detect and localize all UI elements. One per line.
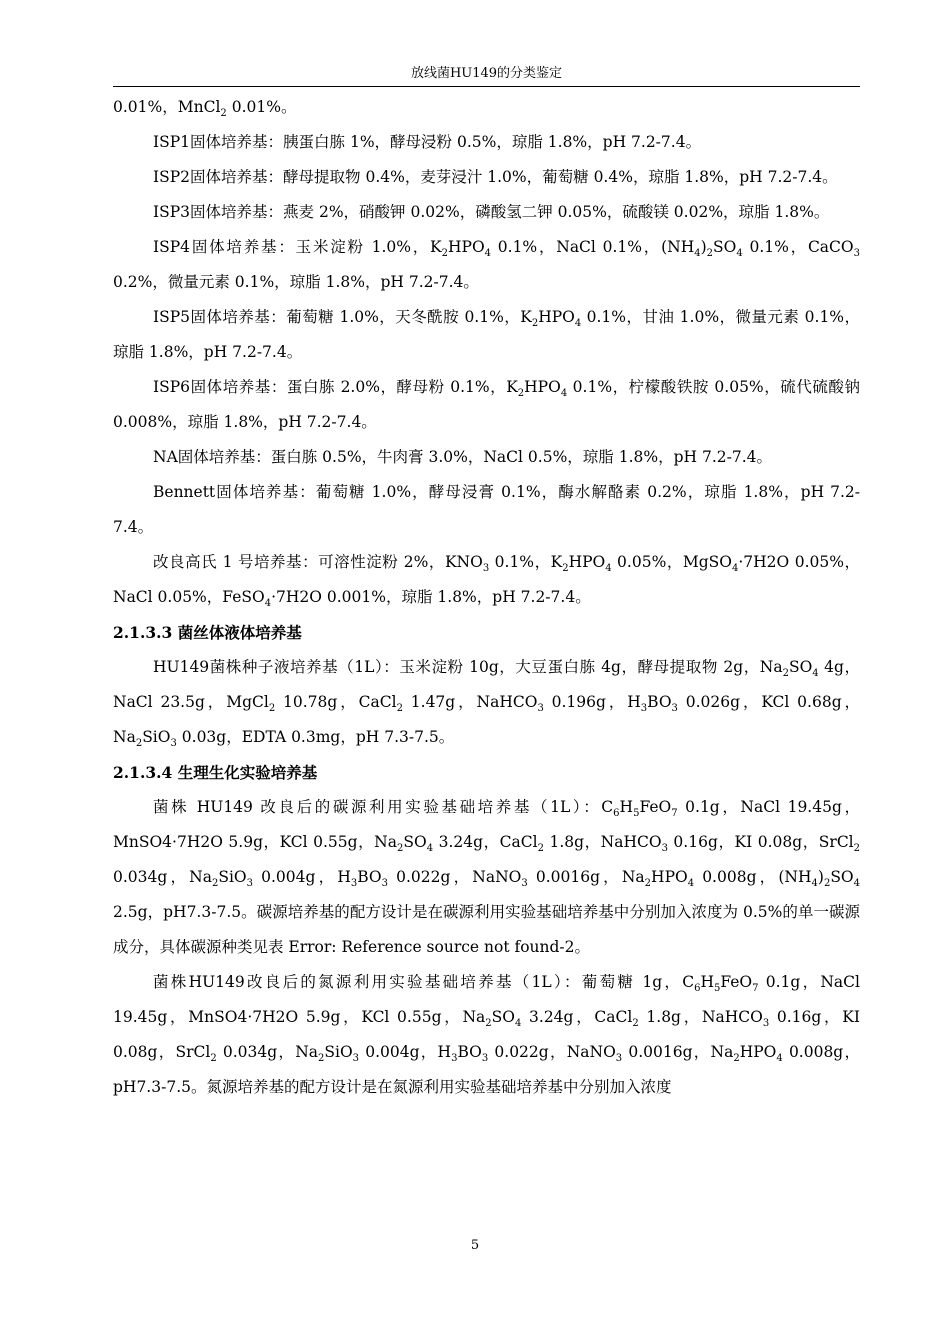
text-run: 0.026g，KCl 0.68g，Na bbox=[113, 693, 861, 746]
subscript: 2 bbox=[268, 703, 276, 715]
text-run: 2.5g，pH7.3-7.5。碳源培养基的配方设计是在碳源利用实验基础培养基中分别加入浓度为 0.5%的单一碳源成分，具体碳源种类见表 Error: Reference source not found-2。 bbox=[113, 903, 860, 956]
text-run: BO bbox=[457, 1043, 482, 1061]
subscript: 2 bbox=[135, 738, 143, 750]
subscript: 3 bbox=[537, 703, 544, 715]
text-run: ·7H2O 0.001%，琼脂 1.8%，pH 7.2-7.4。 bbox=[271, 588, 591, 606]
text-run: NA固体培养基：蛋白胨 0.5%，牛肉膏 3.0%，NaCl 0.5%，琼脂 1.8%，pH 7.2-7.4。 bbox=[153, 448, 773, 466]
paragraph bbox=[113, 370, 860, 440]
subscript: 2 bbox=[853, 843, 861, 855]
subscript: 4 bbox=[264, 598, 272, 610]
text-run: 0.1g，NaCl 19.45g，MnSO4·7H2O 5.9g，KCl 0.55g，Na bbox=[113, 798, 860, 851]
subscript: 4 bbox=[484, 248, 492, 260]
subscript: 3 bbox=[451, 1053, 458, 1065]
section-heading bbox=[113, 615, 860, 650]
text-run: HPO bbox=[651, 868, 688, 886]
paragraph bbox=[113, 475, 860, 545]
subscript: 4 bbox=[687, 878, 695, 890]
subscript: 4 bbox=[853, 878, 861, 890]
subscript: 2 bbox=[396, 703, 403, 715]
subscript: 2 bbox=[733, 1053, 740, 1065]
subscript: 4 bbox=[776, 1053, 783, 1065]
subscript: 2 bbox=[706, 248, 714, 260]
paragraph bbox=[113, 125, 860, 160]
subscript: 4 bbox=[574, 318, 582, 330]
subscript: 2 bbox=[517, 388, 525, 400]
text-run: ISP6固体培养基：蛋白胨 2.0%，酵母粉 0.1%，K bbox=[153, 378, 518, 396]
subscript: 2 bbox=[782, 668, 789, 680]
text-run: SiO bbox=[324, 1043, 353, 1061]
paragraph bbox=[113, 965, 860, 1105]
subscript: 4 bbox=[811, 878, 818, 890]
subscript: 3 bbox=[381, 878, 388, 890]
subscript: 2 bbox=[531, 318, 539, 330]
text-run: 0.008g，pH7.3-7.5。氮源培养基的配方设计是在氮源利用实验基础培养基中分别加入浓度 bbox=[113, 1043, 860, 1096]
text-run: 0.01%。 bbox=[226, 98, 297, 116]
subscript: 4 bbox=[694, 248, 701, 260]
text-run: 2.1.3.3 菌丝体液体培养基 bbox=[113, 623, 302, 642]
text-run: 1.8g，NaHCO bbox=[543, 833, 662, 851]
paragraph bbox=[113, 160, 860, 195]
text-run: 0.05%，MgSO bbox=[611, 553, 732, 571]
text-run: 10.78g，CaCl bbox=[275, 693, 397, 711]
text-run: 0.034g，Na bbox=[216, 1043, 318, 1061]
text-run: HPO bbox=[448, 238, 485, 256]
subscript: 2 bbox=[318, 1053, 325, 1065]
subscript: 2 bbox=[823, 878, 831, 890]
subscript: 3 bbox=[350, 878, 358, 890]
subscript: 4 bbox=[560, 388, 568, 400]
text-run: 0.004g，H bbox=[253, 868, 351, 886]
paragraph bbox=[113, 300, 860, 370]
subscript: 2 bbox=[210, 1053, 217, 1065]
paragraph bbox=[113, 230, 860, 300]
subscript: 4 bbox=[736, 248, 743, 260]
subscript: 3 bbox=[521, 878, 528, 890]
section-heading bbox=[113, 755, 860, 790]
text-run: HPO bbox=[538, 308, 575, 326]
subscript: 3 bbox=[615, 1053, 623, 1065]
running-header: 放线菌HU149的分类鉴定 bbox=[410, 66, 563, 81]
subscript: 3 bbox=[482, 563, 490, 575]
subscript: 3 bbox=[671, 703, 678, 715]
subscript: 3 bbox=[352, 1053, 360, 1065]
text-run: 3.24g，CaCl bbox=[433, 833, 538, 851]
subscript: 4 bbox=[812, 668, 819, 680]
subscript: 3 bbox=[853, 248, 860, 260]
text-run: 0.1%，CaCO bbox=[742, 238, 854, 256]
text-run: 0.2%，微量元素 0.1%，琼脂 1.8%，pH 7.2-7.4。 bbox=[113, 273, 479, 291]
text-run: 1.8g，NaHCO bbox=[638, 1008, 763, 1026]
paragraph bbox=[113, 90, 860, 125]
text-run: 改良高氏 1 号培养基：可溶性淀粉 2%，KNO bbox=[153, 553, 483, 571]
text-run: 4g，NaCl 23.5g，MgCl bbox=[113, 658, 860, 711]
subscript: 4 bbox=[426, 843, 434, 855]
subscript: 4 bbox=[605, 563, 612, 575]
subscript: 2 bbox=[397, 843, 404, 855]
subscript: 6 bbox=[694, 983, 701, 995]
subscript: 2 bbox=[441, 248, 449, 260]
text-run: 0.1g，NaCl 19.45g，MnSO4·7H2O 5.9g，KCl 0.55g，Na bbox=[113, 973, 860, 1026]
text-run: H bbox=[700, 973, 714, 991]
text-run: 0.0016g，Na bbox=[527, 868, 645, 886]
text-run: ISP1固体培养基：胰蛋白胨 1%，酵母浸粉 0.5%，琼脂 1.8%，pH 7.2-7.4。 bbox=[153, 133, 702, 151]
subscript: 7 bbox=[671, 808, 678, 820]
text-run: 0.034g，Na bbox=[113, 868, 212, 886]
text-run: SO bbox=[788, 658, 813, 676]
paragraph bbox=[113, 790, 860, 965]
text-run: 3.24g，CaCl bbox=[521, 1008, 633, 1026]
subscript: 3 bbox=[481, 1053, 489, 1065]
text-run: 0.0016g，Na bbox=[622, 1043, 734, 1061]
subscript: 5 bbox=[633, 808, 640, 820]
subscript: 3 bbox=[661, 843, 668, 855]
text-run: FeO bbox=[720, 973, 753, 991]
text-run: SO bbox=[830, 868, 854, 886]
subscript: 2 bbox=[537, 843, 544, 855]
text-run: 0.022g，NaNO bbox=[488, 1043, 616, 1061]
subscript: 2 bbox=[632, 1018, 639, 1030]
subscript: 5 bbox=[713, 983, 721, 995]
subscript: 2 bbox=[211, 878, 219, 890]
document-body bbox=[113, 90, 860, 1105]
text-run: SO bbox=[491, 1008, 515, 1026]
text-run: 1.47g，NaHCO bbox=[402, 693, 538, 711]
text-run: SO bbox=[403, 833, 427, 851]
subscript: 2 bbox=[220, 108, 227, 120]
text-run: 0.03g，EDTA 0.3mg，pH 7.3-7.5。 bbox=[176, 728, 455, 746]
text-run: ISP4固体培养基：玉米淀粉 1.0%，K bbox=[153, 238, 442, 256]
paragraph bbox=[113, 650, 860, 755]
text-run: 0.16g，KI 0.08g，SrCl bbox=[667, 833, 854, 851]
text-run: SO bbox=[713, 238, 737, 256]
text-run: 0.008g，(NH bbox=[694, 868, 812, 886]
text-run: ·7H2O 0.05%，NaCl 0.05%，FeSO bbox=[113, 553, 860, 606]
text-run: BO bbox=[357, 868, 382, 886]
subscript: 7 bbox=[752, 983, 759, 995]
text-run: ) bbox=[817, 868, 824, 886]
paragraph bbox=[113, 440, 860, 475]
text-run: 0.1%，柠檬酸铁胺 0.05%，硫代硫酸钠 0.008%，琼脂 1.8%，pH 7.2-7.4。 bbox=[113, 378, 860, 431]
text-run: 0.1%，甘油 1.0%，微量元素 0.1%，琼脂 1.8%，pH 7.2-7.4。 bbox=[113, 308, 860, 361]
text-run: HPO bbox=[568, 553, 606, 571]
subscript: 6 bbox=[613, 808, 620, 820]
text-run: 0.022g，NaNO bbox=[387, 868, 522, 886]
subscript: 3 bbox=[246, 878, 254, 890]
text-run: Bennett固体培养基：葡萄糖 1.0%，酵母浸膏 0.1%，酶水解酪素 0.2%，琼脂 1.8%，pH 7.2-7.4。 bbox=[113, 483, 860, 536]
text-run: HU149菌株种子液培养基（1L）：玉米淀粉 10g，大豆蛋白胨 4g，酵母提取物 2g，Na bbox=[153, 658, 783, 676]
text-run: H bbox=[619, 798, 634, 816]
subscript: 3 bbox=[170, 738, 177, 750]
page-number: 5 bbox=[470, 1238, 480, 1253]
text-run: ISP5固体培养基：葡萄糖 1.0%，天冬酰胺 0.1%，K bbox=[153, 308, 532, 326]
text-run: 菌株 HU149 改良后的碳源利用实验基础培养基（1L）：C bbox=[153, 798, 614, 816]
text-run: HPO bbox=[524, 378, 561, 396]
text-run: 0.196g，H bbox=[543, 693, 641, 711]
subscript: 4 bbox=[514, 1018, 522, 1030]
paragraph bbox=[113, 195, 860, 230]
subscript: 4 bbox=[732, 563, 739, 575]
subscript: 2 bbox=[562, 563, 569, 575]
text-run: 菌株HU149改良后的氮源利用实验基础培养基（1L）：葡萄糖 1g，C bbox=[153, 973, 695, 991]
paragraph bbox=[113, 545, 860, 615]
text-run: 2.1.3.4 生理生化实验培养基 bbox=[113, 763, 318, 782]
text-run: SiO bbox=[142, 728, 171, 746]
text-run: ISP3固体培养基：燕麦 2%，硝酸钾 0.02%，磷酸氢二钾 0.05%，硫酸镁 0.02%，琼脂 1.8%。 bbox=[153, 203, 830, 221]
subscript: 2 bbox=[644, 878, 652, 890]
header-rule bbox=[113, 86, 860, 87]
subscript: 2 bbox=[485, 1018, 492, 1030]
text-run: HPO bbox=[739, 1043, 777, 1061]
text-run: 0.01%，MnCl bbox=[113, 98, 221, 116]
text-run: FeO bbox=[639, 798, 672, 816]
text-run: 0.1%，K bbox=[489, 553, 563, 571]
text-run: ISP2固体培养基：酵母提取物 0.4%，麦芽浸汁 1.0%，葡萄糖 0.4%，琼脂 1.8%，pH 7.2-7.4。 bbox=[153, 168, 838, 186]
subscript: 3 bbox=[640, 703, 648, 715]
text-run: 0.16g，KI 0.08g，SrCl bbox=[113, 1008, 860, 1061]
subscript: 3 bbox=[762, 1018, 770, 1030]
text-run: 0.1%，NaCl 0.1%，(NH bbox=[491, 238, 695, 256]
text-run: ) bbox=[700, 238, 707, 256]
text-run: 0.004g，H bbox=[359, 1043, 452, 1061]
text-run: SiO bbox=[218, 868, 247, 886]
text-run: BO bbox=[647, 693, 672, 711]
